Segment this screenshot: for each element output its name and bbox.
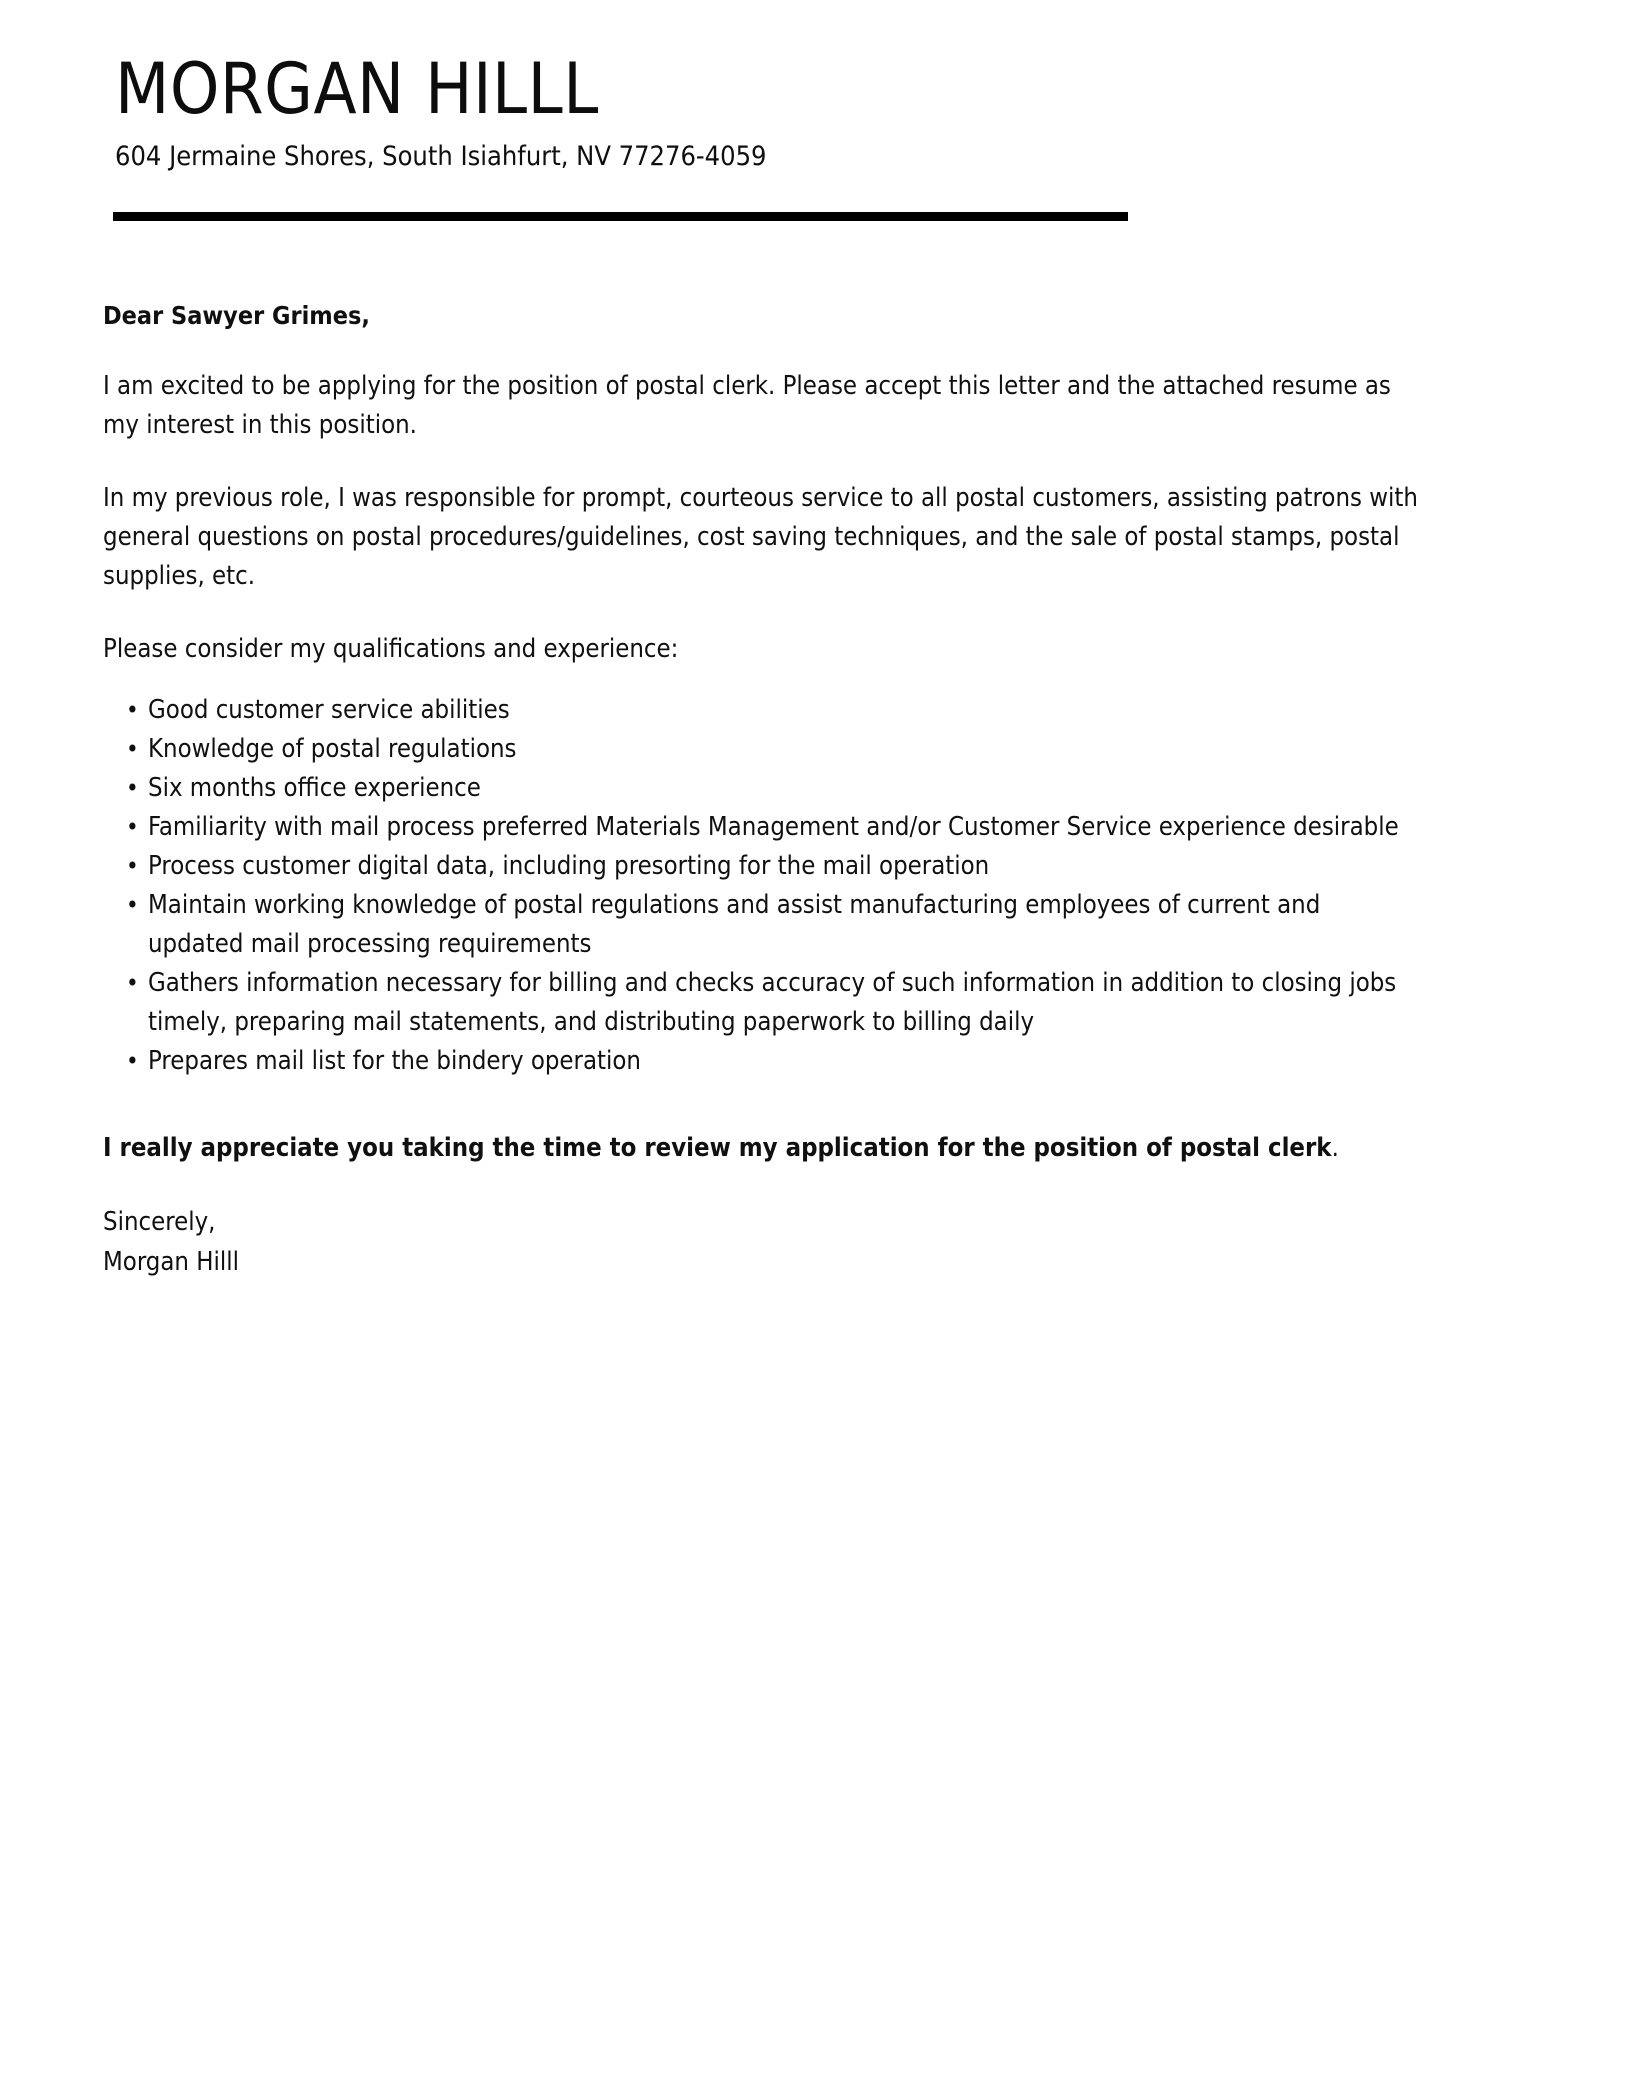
list-item: • Six months office experience xyxy=(103,769,1420,808)
applicant-address: 604 Jermaine Shores, South Isiahfurt, NV 77276-4059 xyxy=(115,141,767,172)
signoff-text: Sincerely, xyxy=(103,1207,216,1237)
salutation: Dear Sawyer Grimes, xyxy=(103,301,370,330)
list-item: • Gathers information necessary for billing and checks accuracy of such information in addition to closing jobs timely, preparing mail statements, and distributing paperwork to billing daily xyxy=(103,964,1420,1042)
closing-statement-text: I really appreciate you taking the time to review my application for the position of postal clerk xyxy=(103,1133,1332,1163)
paragraph-experience: In my previous role, I was responsible for prompt, courteous service to all postal customers, assisting patrons with general questions on postal procedures/guidelines, cost saving techniques, and the sale of postal stamps, postal supplies, etc. xyxy=(103,483,1418,591)
closing-statement xyxy=(103,1081,1420,1168)
list-item: • Familiarity with mail process preferred Materials Management and/or Customer Service experience desirable xyxy=(103,808,1420,847)
list-item: • Knowledge of postal regulations xyxy=(103,730,1420,769)
letter-body xyxy=(0,221,1420,1282)
signature-name: Morgan Hilll xyxy=(103,1247,240,1277)
header-divider xyxy=(113,212,1128,221)
list-item: • Process customer digital data, including presorting for the mail operation xyxy=(103,847,1420,886)
list-item: • Maintain working knowledge of postal regulations and assist manufacturing employees of current and updated mail processing requirements xyxy=(103,886,1420,964)
applicant-name: MORGAN HILLL xyxy=(115,48,599,130)
paragraph-qualifications-lead: Please consider my qualifications and experience: xyxy=(103,634,679,664)
signature-block xyxy=(103,1168,1420,1282)
closing-statement-period: . xyxy=(1331,1133,1339,1163)
list-item: • Prepares mail list for the bindery operation xyxy=(103,1042,1420,1081)
qualifications-list xyxy=(103,669,1420,1081)
paragraph-intro: I am excited to be applying for the position of postal clerk. Please accept this letter and the attached resume as my interest in this position. xyxy=(103,371,1391,440)
letter-header xyxy=(0,0,1632,221)
list-item: • Good customer service abilities xyxy=(103,691,1420,730)
